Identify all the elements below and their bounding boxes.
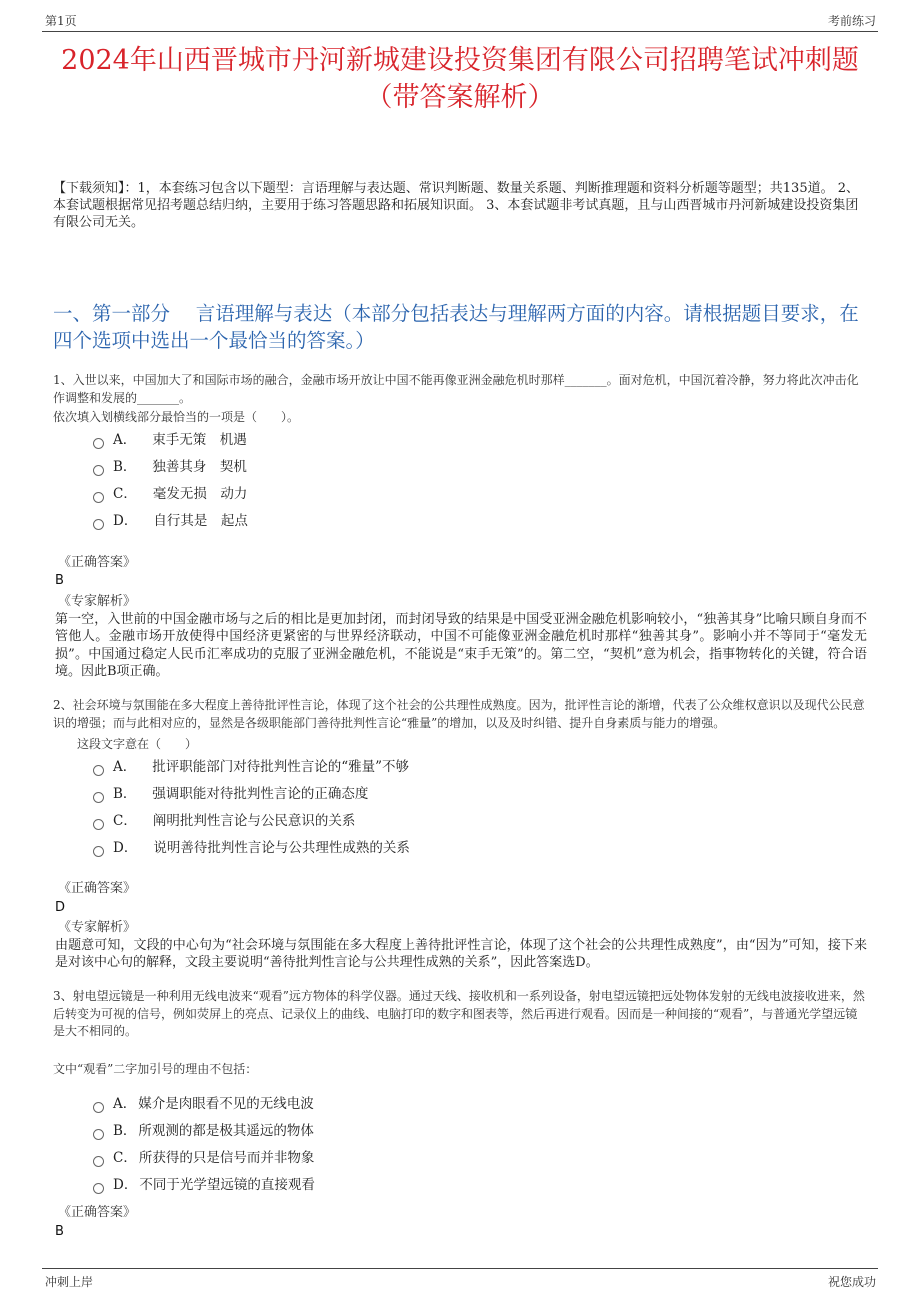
radio-icon[interactable] xyxy=(93,1102,104,1113)
radio-icon[interactable] xyxy=(93,492,104,503)
question-3-option-c[interactable] xyxy=(93,1149,314,1167)
download-notice: 【下载须知】：1，本套练习包含以下题型：言语理解与表达题、常识判断题、数量关系题、判断推理题和资料分析题等题型；共135道。 2、本套试题根据常见招考题总结归纳，主要用于练习答题思路和拓展知识面。 3、本套试题非考试真题，且与山西晋城市丹河新城建设投资集团有限公司无关。 xyxy=(53,181,859,230)
option-text: 毫发无损 动力 xyxy=(152,486,248,502)
option-letter: B． xyxy=(113,1123,137,1139)
question-1-option-c[interactable] xyxy=(93,485,247,503)
option-text: 束手无策 机遇 xyxy=(152,432,247,448)
option-text: 媒介是肉眼看不见的无线电波 xyxy=(138,1096,314,1112)
correct-answer-label: 《正确答案》 xyxy=(58,555,137,570)
radio-icon[interactable] xyxy=(93,465,104,476)
radio-icon[interactable] xyxy=(93,765,104,776)
option-letter: A． xyxy=(113,759,137,775)
question-2-option-b[interactable] xyxy=(93,785,368,803)
option-text: 所观测的都是极其遥远的物体 xyxy=(138,1123,314,1139)
question-1-stem: 1、入世以来，中国加大了和国际市场的融合，金融市场开放让中国不能再像亚洲金融危机时那样_______。面对危机，中国沉着冷静，努力将此次冲击化作调整和发展的_______。 xyxy=(53,373,859,405)
question-1-option-a[interactable] xyxy=(93,431,247,449)
question-2-option-a[interactable] xyxy=(93,758,409,776)
option-text: 独善其身 契机 xyxy=(152,459,247,475)
option-letter: D． xyxy=(113,840,138,856)
expert-analysis-label: 《专家解析》 xyxy=(58,594,137,609)
option-letter: C． xyxy=(113,813,137,829)
option-text: 批评职能部门对待批判性言论的“雅量”不够 xyxy=(152,759,410,775)
radio-icon[interactable] xyxy=(93,792,104,803)
footer-rule xyxy=(42,1268,878,1269)
radio-icon[interactable] xyxy=(93,819,104,830)
question-2-prompt: 这段文字意在（ ） xyxy=(77,737,198,751)
question-3-option-b[interactable] xyxy=(93,1122,314,1140)
question-1-option-b[interactable] xyxy=(93,458,247,476)
page-title: 2024年山西晋城市丹河新城建设投资集团有限公司招聘笔试冲刺题（带答案解析） xyxy=(61,45,859,113)
option-text: 强调职能对待批判性言论的正确态度 xyxy=(152,786,369,802)
option-letter: D． xyxy=(113,513,138,529)
question-2-option-c[interactable] xyxy=(93,812,355,830)
question-2-option-d[interactable] xyxy=(93,839,410,857)
footer-right-label: 祝您成功 xyxy=(827,1275,876,1289)
option-letter: A． xyxy=(113,432,137,448)
option-letter: C． xyxy=(113,486,137,502)
radio-icon[interactable] xyxy=(93,519,104,530)
correct-answer-label: 《正确答案》 xyxy=(58,881,137,896)
question-3-prompt: 文中“观看”二字加引号的理由不包括： xyxy=(53,1062,258,1076)
question-1-option-d[interactable] xyxy=(93,512,248,530)
option-letter: B． xyxy=(113,459,137,475)
option-letter: D． xyxy=(113,1177,138,1193)
option-text: 所获得的只是信号而并非物象 xyxy=(138,1150,315,1166)
question-3-answer: B xyxy=(55,1224,64,1239)
question-1-answer: B xyxy=(55,573,64,588)
radio-icon[interactable] xyxy=(93,1156,104,1167)
question-2-answer: D xyxy=(55,900,66,915)
radio-icon[interactable] xyxy=(93,1129,104,1140)
page-number: 第1页 xyxy=(45,14,77,28)
option-letter: B． xyxy=(113,786,137,802)
correct-answer-label: 《正确答案》 xyxy=(58,1205,137,1220)
question-3-option-d[interactable] xyxy=(93,1176,315,1194)
question-3-stem: 3、射电望远镜是一种利用无线电波来“观看”远方物体的科学仪器。通过天线、接收机和一系列设备，射电望远镜把远处物体发射的无线电波接收进来，然后转变为可视的信号，例如荧屏上的亮点、记录仪上的曲线、电脑打印的数字和图表等，然后再进行观看。因而是一种间接的“观看”，与普通光学望远镜是大不相同的。 xyxy=(53,989,865,1038)
question-2-analysis: 由题意可知，文段的中心句为“社会环境与氛围能在多大程度上善待批评性言论，体现了这个社会的公共理性成熟度”，由“因为”可知，接下来是对该中心句的解释，文段主要说明“善待批判性言论与公共理性成熟的关系”，因此答案选D。 xyxy=(55,938,867,971)
option-letter: C． xyxy=(113,1150,137,1166)
question-3-option-a[interactable] xyxy=(93,1095,314,1113)
footer-left-label: 冲刺上岸 xyxy=(45,1275,94,1289)
header-right-label: 考前练习 xyxy=(827,14,876,28)
question-1-analysis: 第一空，入世前的中国金融市场与之后的相比是更加封闭，而封闭导致的结果是中国受亚洲金融危机影响较小，“独善其身”比喻只顾自身而不管他人。金融市场开放使得中国经济更紧密的与世界经济联动，中国不可能像亚洲金融危机时那样“独善其身”。影响小并不等同于“毫发无损”。中国通过稳定人民币汇率成功的克服了亚洲金融危机，不能说是“束手无策”的。第二空，“契机”意为机会，指事物转化的关键，符合语境。因此B项正确。 xyxy=(55,612,867,680)
option-text: 阐明批判性言论与公民意识的关系 xyxy=(152,813,356,829)
option-text: 自行其是 起点 xyxy=(153,513,248,529)
option-text: 不同于光学望远镜的直接观看 xyxy=(139,1177,315,1193)
radio-icon[interactable] xyxy=(93,846,104,857)
radio-icon[interactable] xyxy=(93,438,104,449)
question-2-stem: 2、社会环境与氛围能在多大程度上善待批评性言论，体现了这个社会的公共理性成熟度。因为，批评性言论的渐增，代表了公众维权意识以及现代公民意识的增强；而与此相对应的，显然是各级职能部门善待批判性言论“雅量”的增加，以及及时纠错、提升自身素质与能力的增强。 xyxy=(53,698,865,730)
option-letter: A． xyxy=(113,1096,137,1112)
header-rule xyxy=(42,31,878,32)
expert-analysis-label: 《专家解析》 xyxy=(58,920,137,935)
option-text: 说明善待批判性言论与公共理性成熟的关系 xyxy=(153,840,410,856)
section-heading: 一、第一部分 言语理解与表达（本部分包括表达与理解两方面的内容。请根据题目要求，在四个选项中选出一个最恰当的答案。） xyxy=(53,302,859,352)
radio-icon[interactable] xyxy=(93,1183,104,1194)
question-1-prompt: 依次填入划横线部分最恰当的一项是（ ）。 xyxy=(53,410,300,424)
